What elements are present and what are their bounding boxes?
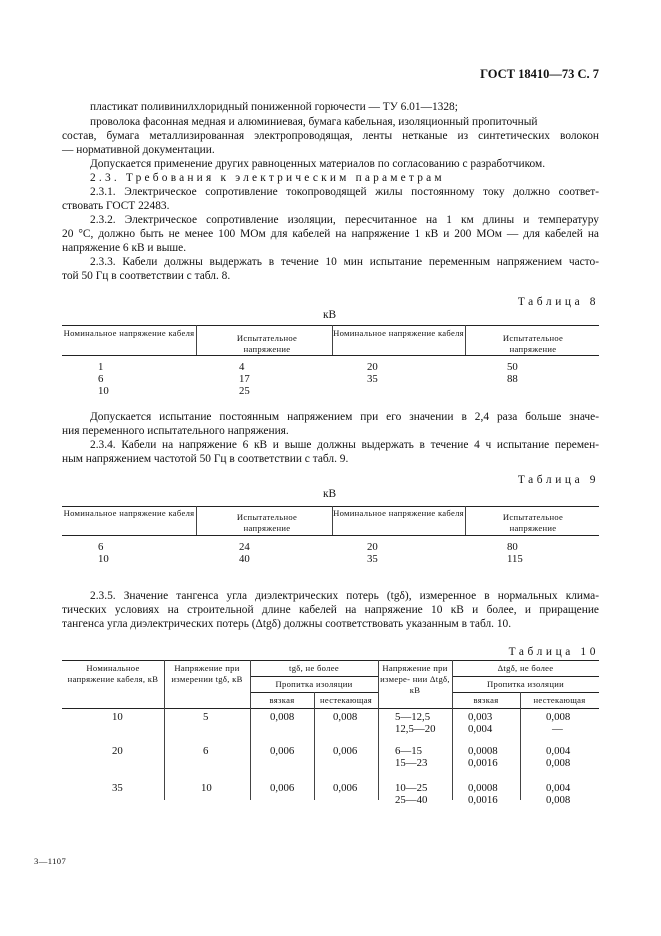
table9-header: Номинальное напряжение кабеля [63, 508, 195, 518]
table-cell: 35 [367, 373, 378, 385]
table9-divider [465, 506, 466, 535]
table10-divider [164, 660, 165, 800]
table10-caption: Таблица 10 [508, 646, 599, 658]
paragraph-line: напряжение 6 кВ и выше. [62, 242, 187, 254]
table-cell: 20 [367, 541, 378, 553]
table10-header-rule [62, 708, 599, 709]
paragraph-line: 20 °С, должно быть не менее 100 МОм для кабелей на напряжение 1 кВ и 200 МОм — для кабелей на [62, 228, 599, 240]
paragraph-line: проволока фасонная медная и алюминиевая, бумага кабельная, изоляционный пропиточный [90, 116, 538, 128]
table10-header: tgδ, не более [289, 663, 339, 673]
table10-header: вязкая [269, 695, 295, 705]
paragraph-line: тических условиях на строительной длине кабелей на напряжение 10 кВ и более, и приращение [62, 604, 599, 616]
table10-header: Δtgδ, не более [497, 663, 554, 673]
table-cell: — [552, 723, 563, 735]
table-cell: 88 [507, 373, 518, 385]
table-cell: 0,0008 [468, 782, 498, 794]
paragraph-line: 2.3.2. Электрическое сопротивление изоляции, пересчитанное на 1 км длины и температуру [90, 214, 599, 226]
table9-unit: кВ [323, 488, 337, 500]
table-cell: 0,008 [546, 794, 571, 806]
table-cell: 0,006 [333, 745, 358, 757]
table-cell: 35 [367, 553, 378, 565]
table-cell: 0,004 [468, 723, 493, 735]
paragraph-line: 2.3.5. Значение тангенса угла диэлектрических потерь (tgδ), измеренное в нормальных клима- [90, 590, 599, 602]
table-cell: 15—23 [395, 757, 428, 769]
paragraph-line: состав, бумага металлизированная электропроводящая, ленты нетканые из синтетических волокон [62, 130, 599, 142]
table-cell: 10 [98, 553, 109, 565]
table8-top-rule [62, 325, 599, 326]
table-cell: 1 [98, 361, 104, 373]
paragraph-line: тангенса угла диэлектрических потерь (Δtgδ) должны соответствовать указанным в табл. 10. [62, 618, 512, 630]
table8-header: Номинальное напряжение кабеля [63, 328, 195, 338]
table8-header-rule [62, 355, 599, 356]
table-cell: 0,003 [468, 711, 493, 723]
table10-header: Пропитка изоляции [486, 679, 565, 689]
table8-header: Номинальное напряжение кабеля [333, 328, 464, 338]
table-cell: 20 [112, 745, 123, 757]
table9-header: Испытательное напряжение [236, 512, 298, 533]
paragraph-line: ствовать ГОСТ 22483. [62, 200, 170, 212]
table-cell: 0,0016 [468, 757, 498, 769]
table9-caption: Таблица 9 [517, 474, 599, 486]
table-cell: 25—40 [395, 794, 428, 806]
paragraph-line: ния переменного испытательного напряжения. [62, 425, 289, 437]
table9-top-rule [62, 506, 599, 507]
table-cell: 0,008 [546, 711, 571, 723]
paragraph-line: Допускается применение других равноценных материалов по согласованию с разработчиком. [90, 158, 546, 170]
table8-divider [465, 325, 466, 355]
table10-header: вязкая [473, 695, 499, 705]
paragraph-line: 2.3.4. Кабели на напряжение 6 кВ и выше должны выдержать в течение 4 ч испытание перемен- [90, 439, 599, 451]
paragraph-line: 2.3.3. Кабели должны выдержать в течение 10 мин испытание переменным напряжением часто- [90, 256, 599, 268]
table-cell: 10 [112, 711, 123, 723]
table-cell: 5 [203, 711, 209, 723]
table10-top-rule [62, 660, 599, 661]
table-cell: 10—25 [395, 782, 428, 794]
paragraph-line: ным напряжением частотой 50 Гц в соответствии с табл. 9. [62, 453, 349, 465]
page-header: ГОСТ 18410—73 С. 7 [480, 67, 599, 81]
table10-header: Пропитка изоляции [275, 679, 353, 689]
table-cell: 50 [507, 361, 518, 373]
table-cell: 0,004 [546, 782, 571, 794]
table-cell: 5—12,5 [395, 711, 431, 723]
table8-divider [196, 325, 197, 355]
table-cell: 0,008 [546, 757, 571, 769]
table9-header-rule [62, 535, 599, 536]
table-cell: 40 [239, 553, 250, 565]
table9-header: Испытательное напряжение [502, 512, 564, 533]
table8-caption: Таблица 8 [517, 296, 599, 308]
table-cell: 12,5—20 [395, 723, 436, 735]
table-cell: 24 [239, 541, 250, 553]
table-cell: 6 [98, 541, 104, 553]
table10-header: нестекающая [533, 695, 586, 705]
table10-header: нестекающая [320, 695, 372, 705]
paragraph-line: Допускается испытание постоянным напряжением при его значении в 2,4 раза больше значе- [90, 411, 599, 423]
section-heading: 2.3. Требования к электрическим параметрам [90, 172, 445, 184]
table10-header: Напряжение при измерении tgδ, кВ [171, 663, 243, 684]
table-cell: 35 [112, 782, 123, 794]
table10-divider [314, 692, 315, 800]
footer-code: 3—1107 [34, 856, 67, 866]
table-cell: 0,006 [270, 745, 295, 757]
table-cell: 10 [98, 385, 109, 397]
table-cell: 0,004 [546, 745, 571, 757]
table-cell: 0,0008 [468, 745, 498, 757]
table10-rule [250, 676, 378, 677]
table10-rule [452, 676, 599, 677]
table-cell: 115 [507, 553, 523, 565]
table-cell: 20 [367, 361, 378, 373]
table9-header: Номинальное напряжение кабеля [333, 508, 464, 518]
table-cell: 0,008 [333, 711, 358, 723]
table8-unit: кВ [323, 309, 337, 321]
table8-header: Испытательное напряжение [502, 333, 564, 354]
table-cell: 6—15 [395, 745, 422, 757]
table-cell: 0,008 [270, 711, 295, 723]
table-cell: 10 [201, 782, 212, 794]
paragraph-line: той 50 Гц в соответствии с табл. 8. [62, 270, 231, 282]
table10-header: Напряжение при измере- нии Δtgδ, кВ [380, 663, 450, 695]
table10-rule [452, 692, 599, 693]
table-cell: 17 [239, 373, 250, 385]
table-cell: 0,006 [270, 782, 295, 794]
table8-header: Испытательное напряжение [236, 333, 298, 354]
table9-divider [196, 506, 197, 535]
table-cell: 6 [98, 373, 104, 385]
table-cell: 80 [507, 541, 518, 553]
paragraph-line: пластикат поливинилхлоридный пониженной горючести — ТУ 6.01—1328; [90, 101, 458, 113]
paragraph-line: 2.3.1. Электрическое сопротивление токопроводящей жилы постоянному току должно соответ- [90, 186, 599, 198]
paragraph-line: — нормативной документации. [62, 144, 215, 156]
table-cell: 0,0016 [468, 794, 498, 806]
table10-header: Номинальное напряжение кабеля, кВ [67, 663, 159, 684]
table-cell: 0,006 [333, 782, 358, 794]
table10-divider [520, 692, 521, 800]
table-cell: 4 [239, 361, 245, 373]
table10-divider [378, 660, 379, 800]
table-cell: 6 [203, 745, 209, 757]
table-cell: 25 [239, 385, 250, 397]
